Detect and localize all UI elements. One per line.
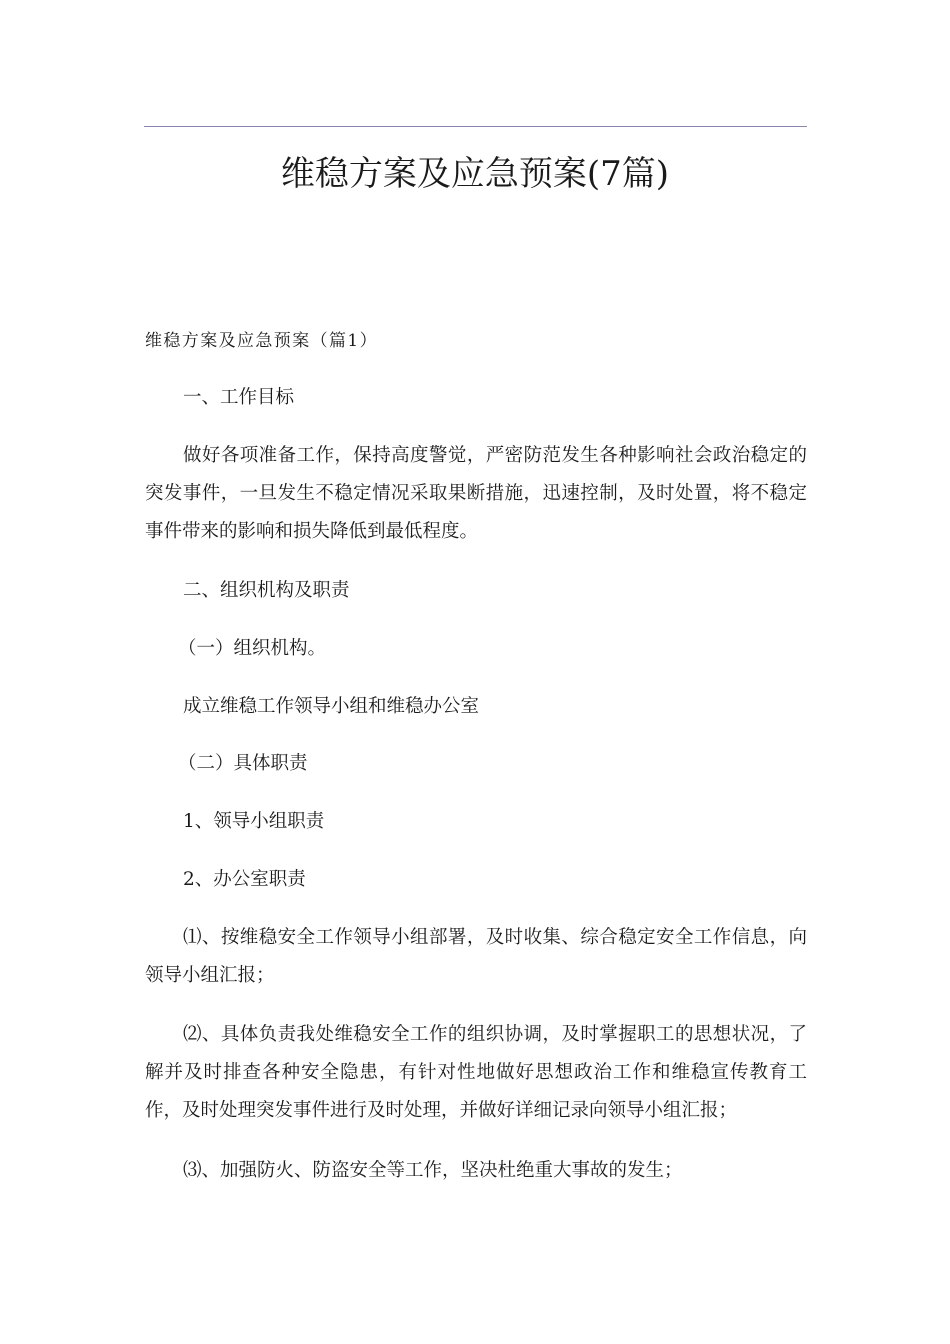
subheading-organization: （一）组织机构。: [178, 638, 327, 659]
item-leader-duties: 1、领导小组职责: [183, 811, 325, 832]
subheading-duties: （二）具体职责: [178, 753, 308, 774]
header-rule: [144, 126, 807, 127]
document-title: 维稳方案及应急预案(7篇): [280, 154, 670, 194]
section-heading: 维稳方案及应急预案（篇1）: [145, 331, 379, 351]
office-duty-1: ⑴、按维稳安全工作领导小组部署，及时收集、综合稳定安全工作信息，向领导小组汇报；: [145, 927, 807, 986]
heading-work-goal: 一、工作目标: [183, 387, 295, 408]
heading-organization: 二、组织机构及职责: [183, 580, 350, 601]
paragraph-organization: 成立维稳工作领导小组和维稳办公室: [183, 696, 480, 717]
office-duty-3: ⑶、加强防火、防盗安全等工作，坚决杜绝重大事故的发生；: [183, 1160, 683, 1181]
paragraph-work-goal: 做好各项准备工作，保持高度警觉，严密防范发生各种影响社会政治稳定的突发事件，一旦发生不稳定情况采取果断措施，迅速控制，及时处置，将不稳定事件带来的影响和损失降低到最低程度。: [145, 445, 807, 542]
item-office-duties: 2、办公室职责: [183, 869, 306, 890]
office-duty-2: ⑵、具体负责我处维稳安全工作的组织协调，及时掌握职工的思想状况，了解并及时排查各种安全隐患，有针对性地做好思想政治工作和维稳宣传教育工作，及时处理突发事件进行及时处理，并做好详细记录向领导小组汇报；: [145, 1024, 807, 1121]
